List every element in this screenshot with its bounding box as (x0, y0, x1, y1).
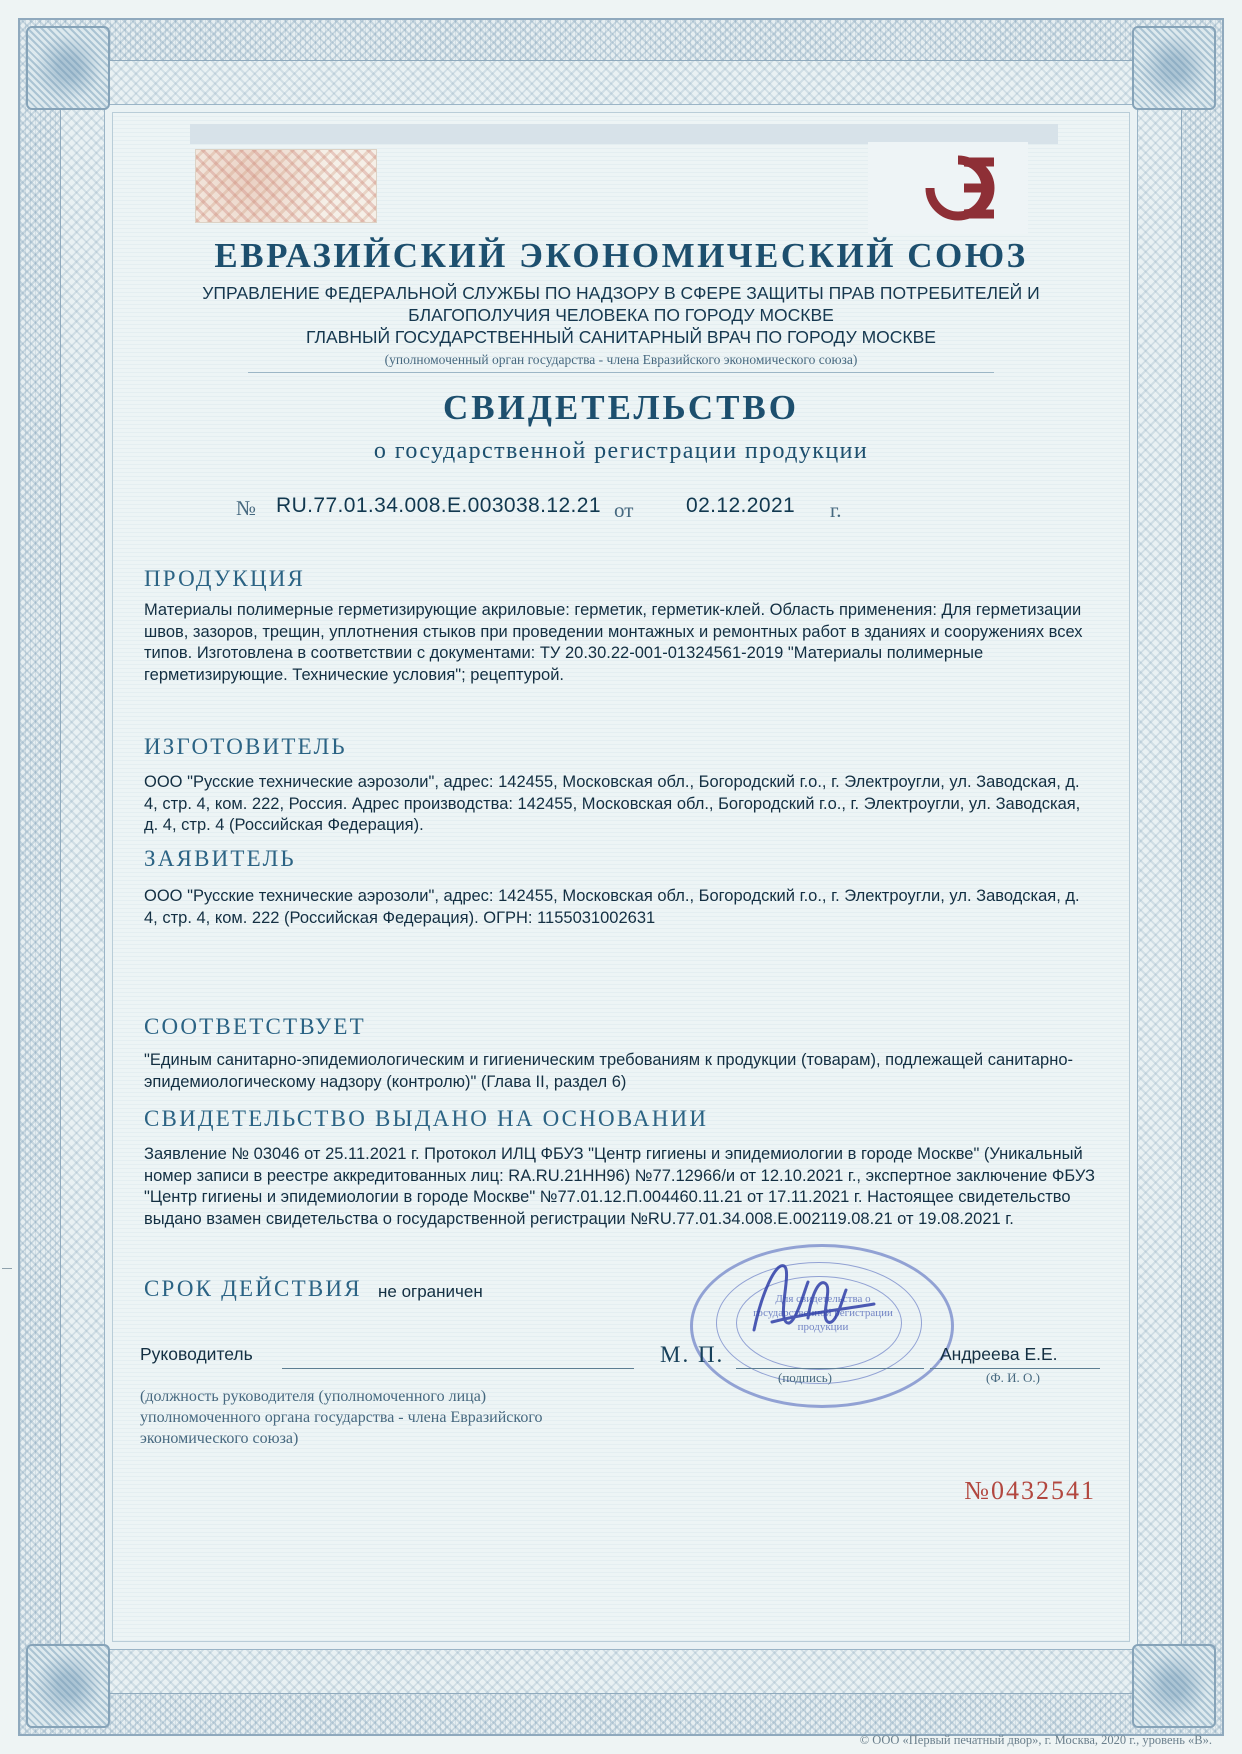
document-content (130, 124, 1112, 1624)
role-note: (должность руководителя (уполномоченного лица) уполномоченного органа государства - члена Евразийского экономического союза) (140, 1388, 543, 1447)
section-text-product: Материалы полимерные герметизирующие акриловые: герметик, герметик-клей. Область применения: Для герметизации швов, зазоров, трещин, уплотнения стыков при проведении монтажных и ремонтных работ в зданиях и сооружениях всех типов. Изготовлена в соответствии с документами: ТУ 20.30.22-001-01324561-2019 "Материалы полимерные герметизирующие. Технические условия"; рецептурой. (144, 601, 1083, 684)
registration-date-value: 02.12.2021 (686, 494, 796, 517)
page-title-eaeu: ЕВРАЗИЙСКИЙ ЭКОНОМИЧЕСКИЙ СОЮЗ (214, 236, 1028, 275)
stamp-text: Для свидетельства о государственной регистрации продукции (753, 1293, 893, 1333)
signature-caption: (подпись) (778, 1370, 832, 1385)
registration-number-value: RU.77.01.34.008.Е.003038.12.21 (276, 494, 601, 517)
number-label: № (236, 496, 257, 520)
year-label: г. (830, 498, 842, 522)
section-title-manufacturer: ИЗГОТОВИТЕЛЬ (144, 734, 347, 759)
eaeu-emblem-icon (868, 142, 1028, 234)
section-title-basis: СВИДЕТЕЛЬСТВО ВЫДАНО НА ОСНОВАНИИ (144, 1106, 709, 1131)
document-title: СВИДЕТЕЛЬСТВО (442, 388, 800, 427)
authority-lines (130, 282, 1112, 348)
edge-registration-mark (2, 1268, 12, 1269)
printer-footer-note: © ООО «Первый печатный двор», г. Москва, 2020 г., уровень «В». (859, 1733, 1212, 1747)
fio-caption: (Ф. И. О.) (986, 1370, 1040, 1385)
corner-ornament-bottom-left (26, 1644, 110, 1728)
section-title-conforms: СООТВЕТСТВУЕТ (144, 1014, 366, 1039)
head-label: Руководитель (140, 1344, 253, 1364)
corner-ornament-top-left (26, 26, 110, 110)
section-title-product: ПРОДУКЦИЯ (144, 566, 306, 591)
corner-ornament-bottom-right (1132, 1644, 1216, 1728)
section-text-manufacturer: ООО "Русские технические аэрозоли", адрес: 142455, Московская обл., Богородский г.о., г. Электроугли, ул. Заводская, д. 4, стр. 4, ком. 222, Россия. Адрес производства: 142455, Московская обл., Богородский г.о., г. Электроугли, ул. Заводская, д. 4, стр. 4 (Российская Федерация). (144, 773, 1081, 834)
section-title-applicant: ЗАЯВИТЕЛЬ (144, 846, 296, 871)
mp-label: М. П. (660, 1342, 725, 1367)
signature-row (140, 1342, 1100, 1385)
validity-value: не ограничен (378, 1282, 483, 1301)
document-subtitle: о государственной регистрации продукции (373, 438, 869, 464)
date-label: от (614, 498, 634, 522)
signature-rule-middle (736, 1368, 924, 1369)
signature-rule-left (282, 1368, 634, 1369)
authority-line-1: УПРАВЛЕНИЕ ФЕДЕРАЛЬНОЙ СЛУЖБЫ ПО НАДЗОРУ В СФЕРЕ ЗАЩИТЫ ПРАВ ПОТРЕБИТЕЛЕЙ И (202, 283, 1040, 303)
header-divider (248, 372, 994, 373)
corner-ornament-top-right (1132, 26, 1216, 110)
handwritten-signature-icon (742, 1252, 892, 1342)
section-text-conforms: "Единым санитарно-эпидемиологическим и гигиеническим требованиям к продукции (товарам), подлежащей санитарно-эпидемиологическому надзору (контролю)" (Глава II, раздел 6) (144, 1051, 1073, 1091)
hologram-patch (195, 149, 377, 223)
section-title-validity: СРОК ДЕЙСТВИЯ (144, 1276, 362, 1301)
signature-rule-right (930, 1368, 1100, 1369)
authority-line-3: ГЛАВНЫЙ ГОСУДАРСТВЕННЫЙ САНИТАРНЫЙ ВРАЧ ПО ГОРОДУ МОСКВЕ (306, 327, 936, 347)
authority-line-2: БЛАГОПОЛУЧИЯ ЧЕЛОВЕКА ПО ГОРОДУ МОСКВЕ (408, 305, 834, 325)
section-text-applicant: ООО "Русские технические аэрозоли", адрес: 142455, Московская обл., Богородский г.о., г. Электроугли, ул. Заводская, д. 4, стр. 4, ком. 222 (Российская Федерация). ОГРН: 1155031002631 (144, 887, 1080, 927)
registration-number-row (130, 492, 1112, 526)
serial-number: №0432541 (964, 1476, 1096, 1505)
section-text-basis: Заявление № 03046 от 25.11.2021 г. Протокол ИЛЦ ФБУЗ "Центр гигиены и эпидемиологии в городе Москве" (Уникальный номер записи в реестре аккредитованных лиц: RA.RU.21НН96) №77.12966/и от 12.10.2021 г., экспертное заключение ФБУЗ "Центр гигиены и эпидемиологии в городе Москве" №77.01.12.П.004460.11.21 от 17.11.2021 г. Настоящее свидетельство выдано взамен свидетельства о государственной регистрации №RU.77.01.34.008.Е.002119.08.21 от 19.08.2021 г. (144, 1145, 1095, 1228)
authority-note: (уполномоченный орган государства - члена Евразийского экономического союза) (384, 352, 858, 367)
header-band (190, 124, 1058, 144)
official-name: Андреева Е.Е. (940, 1344, 1058, 1364)
